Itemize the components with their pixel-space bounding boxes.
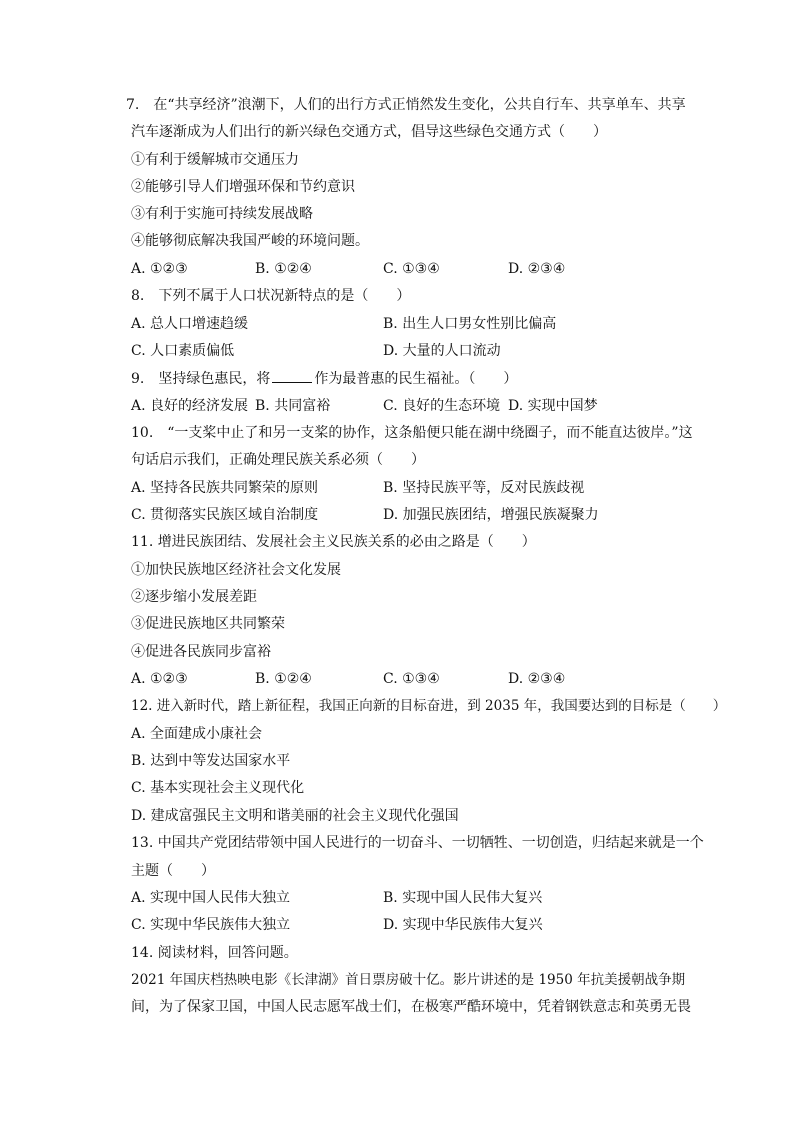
q11-item-3: ③促进民族地区共同繁荣 [131,616,285,632]
q8-stem: 8. 下列不属于人口状况新特点的是（ ） [131,288,411,304]
q13-option-a[interactable]: A. 实现中国人民伟大独立 [131,890,291,906]
q9-stem-before: 9. 坚持绿色惠民，将 [131,371,271,387]
q7-item-4: ④能够彻底解决我国严峻的环境问题。 [131,233,369,249]
q11-stem: 11. 增进民族团结、发展社会主义民族关系的必由之路是（ ） [131,534,536,550]
q11-option-a[interactable]: A. ①②③ [131,671,188,687]
q7-item-3: ③有利于实施可持续发展战略 [131,206,313,222]
q7-option-a[interactable]: A. ①②③ [131,261,188,277]
q7-option-c[interactable]: C. ①③④ [383,261,440,277]
q13-option-b[interactable]: B. 实现中国人民伟大复兴 [383,890,543,906]
q11-option-c[interactable]: C. ①③④ [383,671,440,687]
q10-option-c[interactable]: C. 贯彻落实民族区域自治制度 [131,507,319,523]
q7-item-2: ②能够引导人们增强环保和节约意识 [131,179,355,195]
q12-option-d[interactable]: D. 建成富强民主文明和谐美丽的社会主义现代化强国 [131,808,459,824]
q12-option-a[interactable]: A. 全面建成小康社会 [131,726,263,742]
q10-stem-line2: 句话启示我们，正确处理民族关系必须（ ） [131,452,425,468]
q12-option-c[interactable]: C. 基本实现社会主义现代化 [131,780,305,796]
q7-stem-line2: 汽车逐渐成为人们出行的新兴绿色交通方式，倡导这些绿色交通方式（ ） [131,124,607,140]
q10-option-a[interactable]: A. 坚持各民族共同繁荣的原则 [131,480,319,496]
q7-item-1: ①有利于缓解城市交通压力 [131,152,299,168]
q11-item-1: ①加快民族地区经济社会文化发展 [131,562,341,578]
q11-item-4: ④促进各民族同步富裕 [131,644,271,660]
q8-option-b[interactable]: B. 出生人口男女性别比偏高 [383,316,557,332]
q9-option-d[interactable]: D. 实现中国梦 [508,398,598,414]
q8-option-d[interactable]: D. 大量的人口流动 [383,343,501,359]
q9-option-a[interactable]: A. 良好的经济发展 [131,398,249,414]
q11-option-d[interactable]: D. ②③④ [508,671,566,687]
q9-option-b[interactable]: B. 共同富裕 [255,398,331,414]
q7-option-b[interactable]: B. ①②④ [255,261,312,277]
q13-option-c[interactable]: C. 实现中华民族伟大独立 [131,917,291,933]
q13-stem-line1: 13. 中国共产党团结带领中国人民进行的一切奋斗、一切牺牲、一切创造，归结起来就是一个 [131,835,704,851]
q11-item-2: ②逐步缩小发展差距 [131,589,257,605]
q11-option-b[interactable]: B. ①②④ [255,671,312,687]
q8-option-a[interactable]: A. 总人口增速趋缓 [131,316,249,332]
q7-option-d[interactable]: D. ②③④ [508,261,566,277]
q9-stem-after: 作为最普惠的民生福祉。（ ） [314,371,518,387]
q10-option-d[interactable]: D. 加强民族团结，增强民族凝聚力 [383,507,599,523]
q12-stem: 12. 进入新时代，踏上新征程，我国正向新的目标奋进，到 2035 年，我国要达到的目标是（ ） [131,698,727,714]
q10-option-b[interactable]: B. 坚持民族平等，反对民族歧视 [383,480,585,496]
q14-material-line1: 2021 年国庆档热映电影《长津湖》首日票房破十亿。影片讲述的是 1950 年抗美援朝战争期 [131,972,686,988]
q7-stem-line1: 7. 在“共享经济”浪潮下，人们的出行方式正悄然发生变化，公共自行车、共享单车、共享 [126,97,686,113]
q9-stem [131,370,701,388]
q13-stem-line2: 主题（ ） [131,863,215,879]
q9-option-c[interactable]: C. 良好的生态环境 [383,398,501,414]
q12-option-b[interactable]: B. 达到中等发达国家水平 [131,753,291,769]
q10-stem-line1: 10. “一支桨中止了和另一支桨的协作，这条船便只能在湖中绕圈子，而不能直达彼岸。”这 [131,425,693,441]
q13-option-d[interactable]: D. 实现中华民族伟大复兴 [383,917,543,933]
q14-material-line2: 间，为了保家卫国，中国人民志愿军战士们，在极寒严酷环境中，凭着钢铁意志和英勇无畏 [131,999,691,1015]
q8-option-c[interactable]: C. 人口素质偏低 [131,343,235,359]
q14-stem: 14. 阅读材料，回答问题。 [131,945,298,961]
q9-blank [272,370,312,383]
